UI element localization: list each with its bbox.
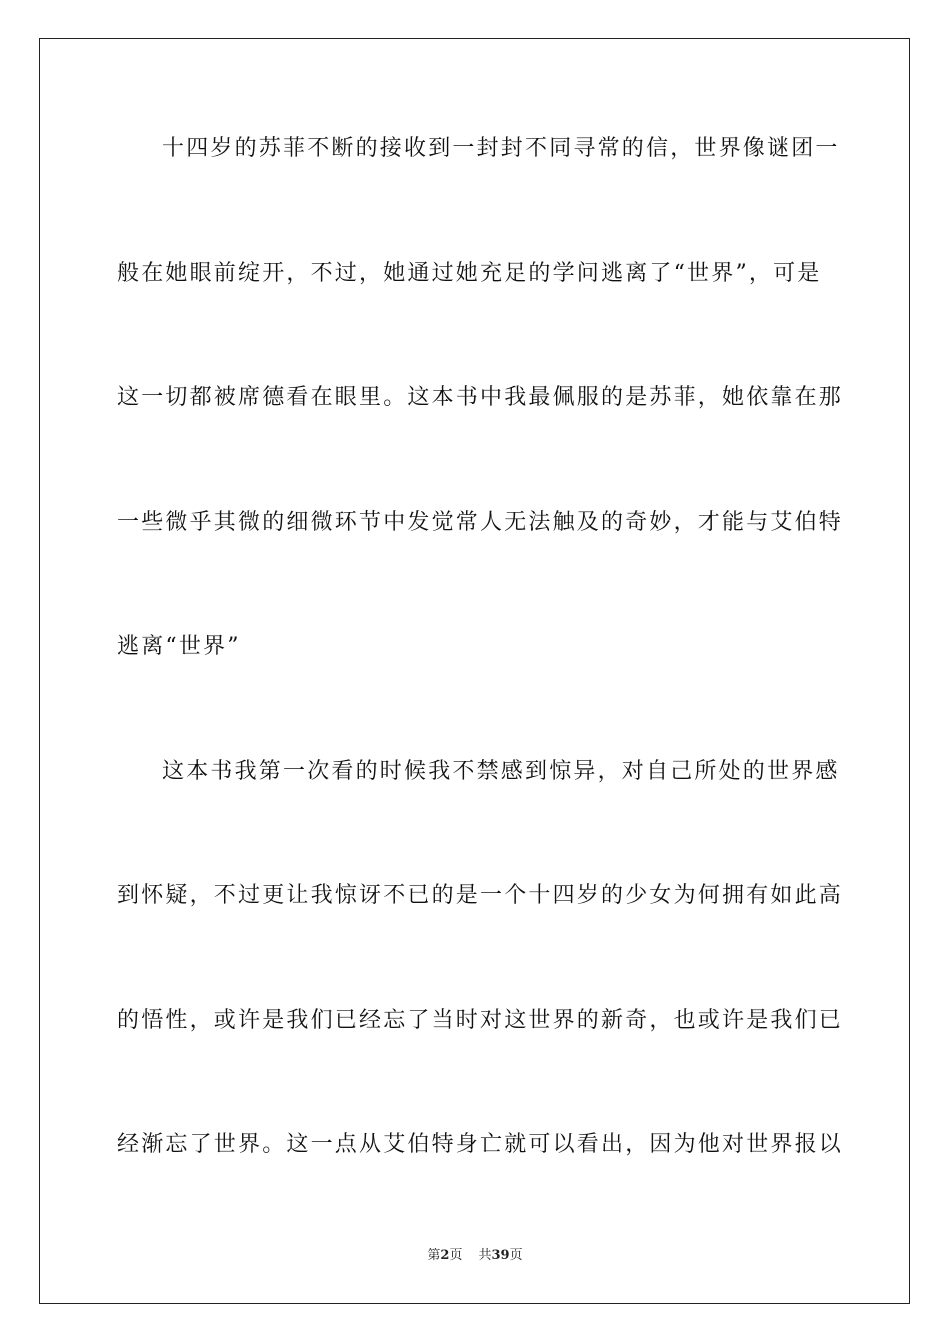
- paragraph-1-line-3: 这一切都被席德看在眼里。这本书中我最佩服的是苏菲，她依靠在那: [117, 385, 844, 410]
- paragraph-2-line-4: 经渐忘了世界。这一点从艾伯特身亡就可以看出，因为他对世界报以: [117, 1132, 844, 1157]
- total-suffix: 页: [509, 1248, 523, 1263]
- paragraph-2-line-3: 的悟性，或许是我们已经忘了当时对这世界的新奇，也或许是我们已: [117, 1008, 844, 1033]
- page-prefix: 第: [427, 1248, 441, 1263]
- paragraph-1-line-5: 逃离“世界”: [117, 634, 241, 659]
- page-footer: [0, 1247, 950, 1265]
- total-prefix: 共: [478, 1248, 492, 1263]
- paragraph-1-line-1: 十四岁的苏菲不断的接收到一封封不同寻常的信，世界像谜团一: [162, 136, 840, 161]
- page-suffix: 页: [449, 1248, 463, 1263]
- page-number: 2: [440, 1248, 450, 1263]
- paragraph-2-line-2: 到怀疑，不过更让我惊讶不已的是一个十四岁的少女为何拥有如此高: [117, 883, 844, 908]
- page-border: [39, 38, 910, 1304]
- paragraph-1-line-2: 般在她眼前绽开，不过，她通过她充足的学问逃离了“世界”，可是: [117, 261, 822, 286]
- total-pages: 39: [491, 1248, 510, 1263]
- paragraph-2-line-1: 这本书我第一次看的时候我不禁感到惊异，对自己所处的世界感: [162, 759, 840, 784]
- paragraph-1-line-4: 一些微乎其微的细微环节中发觉常人无法触及的奇妙，才能与艾伯特: [117, 510, 844, 535]
